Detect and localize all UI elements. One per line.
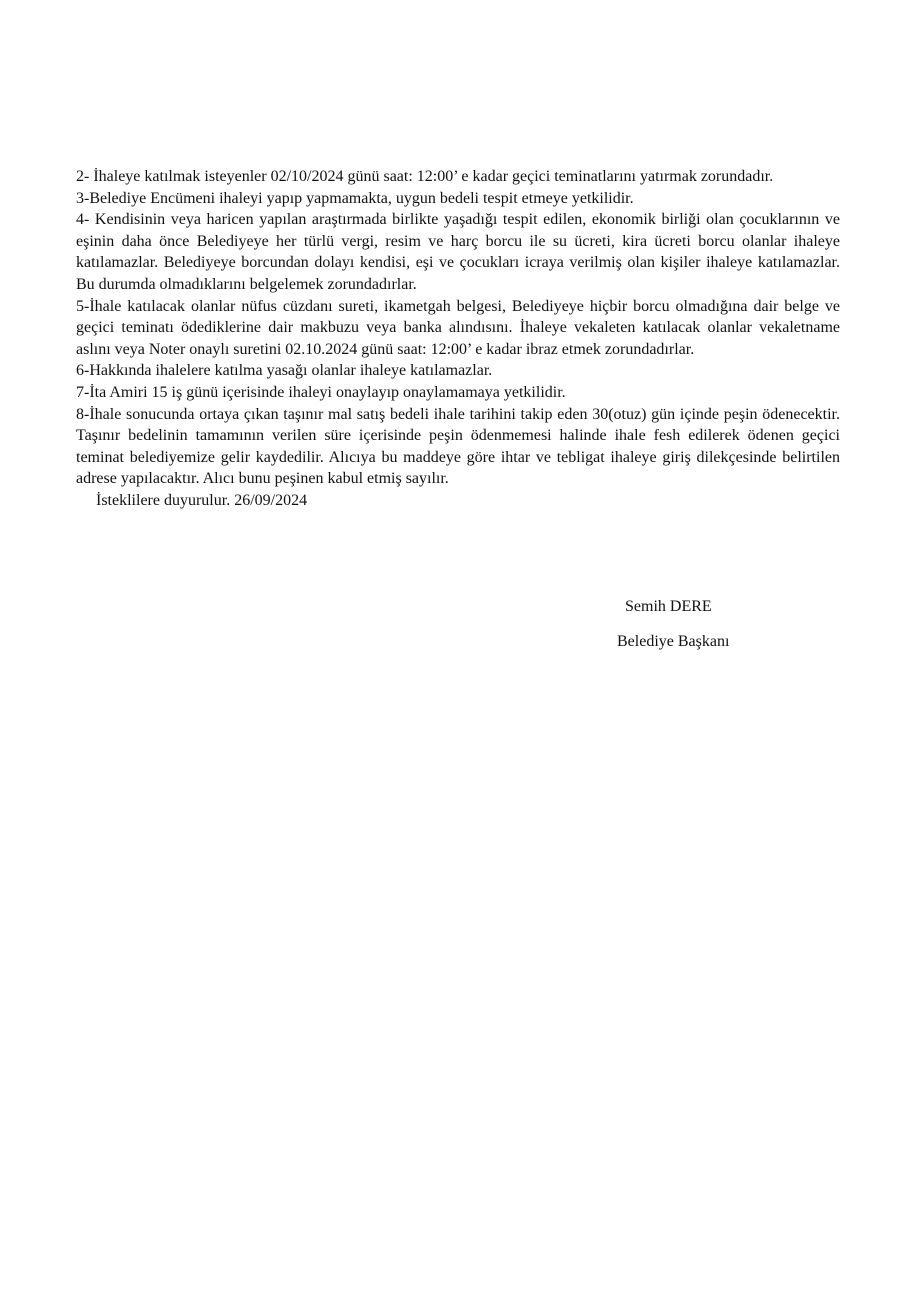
signatory-title: Belediye Başkanı xyxy=(617,633,730,650)
clause-3: 3-Belediye Encümeni ihaleyi yapıp yapmamakta, uygun bedeli tespit etmeye yetkilidir. xyxy=(76,189,634,207)
clause-7: 7-İta Amiri 15 iş günü içerisinde ihaleyi onaylayıp onaylamamaya yetkilidir. xyxy=(76,383,566,401)
closing-line: İsteklilere duyurulur. 26/09/2024 xyxy=(96,491,308,509)
clause-8: 8-İhale sonucunda ortaya çıkan taşınır mal satış bedeli ihale tarihini takip eden 30(otuz) gün içinde peşin ödenecektir. Taşınır bedelinin tamamının verilen süre içerisinde peşin ödenmemesi halinde ihale fesh edilerek ödenen geçici teminat belediyemize gelir kaydedilir. Alıcıya bu maddeye göre ihtar ve tebligat ihaleye giriş dilekçesinde belirtilen adrese yapılacaktır. Alıcı bunu peşinen kabul etmiş sayılır. xyxy=(76,405,840,488)
signatory-name: Semih DERE xyxy=(625,598,712,615)
clause-4: 4- Kendisinin veya haricen yapılan araştırmada birlikte yaşadığı tespit edilen, ekonomik birliği olan çocuklarının ve eşinin daha önce Belediyeye her türlü vergi, resim ve harç borcu ile su ücreti, kira ücreti borcu olanlar ihaleye katılamazlar. Belediyeye borcundan dolayı kendisi, eşi ve çocukları icraya verilmiş olan kişiler ihaleye katılamazlar. Bu durumda olmadıklarını belgelemek zorundadırlar. xyxy=(76,211,840,293)
clause-6: 6-Hakkında ihalelere katılma yasağı olanlar ihaleye katılamazlar. xyxy=(76,362,493,380)
announcement-body xyxy=(76,166,840,512)
clause-2: 2- İhaleye katılmak isteyenler 02/10/2024 günü saat: 12:00’ e kadar geçici teminatlarını yatırmak zorundadır. xyxy=(76,168,774,185)
clause-5: 5-İhale katılacak olanlar nüfus cüzdanı sureti, ikametgah belgesi, Belediyeye hiçbir borcu olmadığına dair belge ve geçici teminatı ödediklerine dair makbuzu veya banka alındısını. İhaleye vekaleten katılacak olanlar vekaletname aslını veya Noter onaylı suretini 02.10.2024 günü saat: 12:00’ e kadar ibraz etmek zorundadırlar. xyxy=(76,297,840,358)
